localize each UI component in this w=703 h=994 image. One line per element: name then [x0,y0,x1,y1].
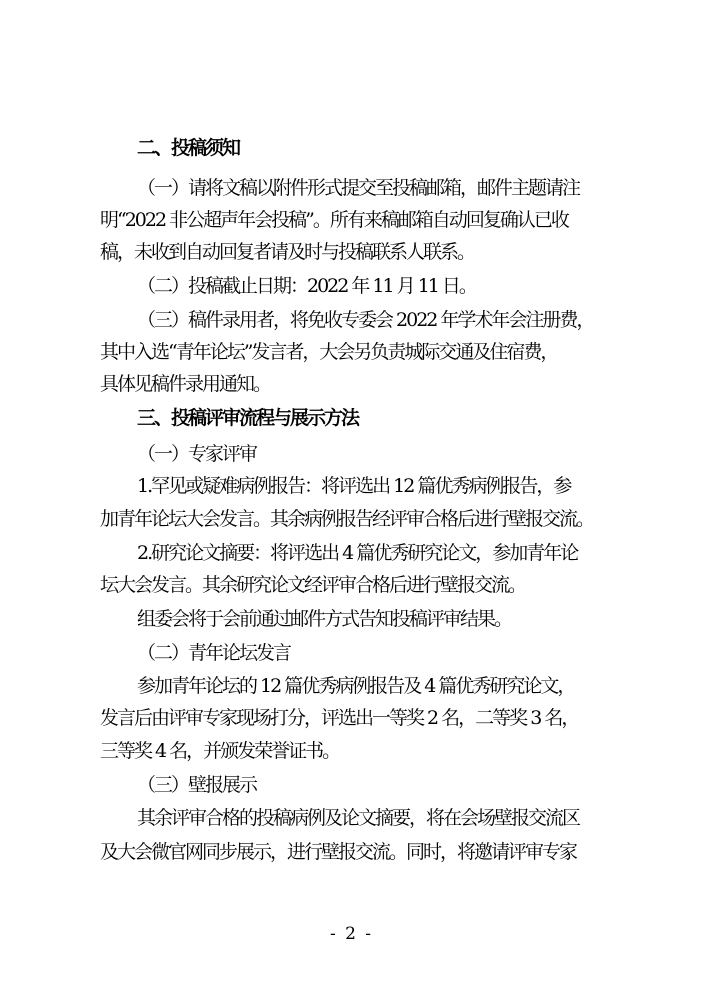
paragraph-line: 坛大会发言。其余研究论文经评审合格后进行壁报交流。 [100,574,526,596]
subheading-line: （三）壁报展示 [137,774,257,796]
paragraph-line: 稿，未收到自动回复者请及时与投稿联系人联系。 [100,241,475,263]
paragraph-line: 具体见稿件录用通知。 [100,373,271,395]
paragraph-line: 参加青年论坛的 12 篇优秀病例报告及 4 篇优秀研究论文， [137,675,575,697]
subheading-line: （一）专家评审 [137,443,257,465]
section-heading-review: 三、投稿评审流程与展示方法 [137,407,359,429]
paragraph-line: 其中入选“青年论坛”发言者，大会另负责城际交通及住宿费， [100,341,558,363]
paragraph-line: 加青年论坛大会发言。其余病例报告经评审合格后进行壁报交流。 [100,508,594,530]
paragraph-line: 及大会微官网同步展示，进行壁报交流。同时，将邀请评审专家 [100,841,577,863]
paragraph-line: （三）稿件录用者，将免收专委会 2022 年学术年会注册费， [137,309,594,331]
paragraph-line: 发言后由评审专家现场打分，评选出一等奖 2 名，二等奖 3 名， [100,707,579,729]
paragraph-line: 组委会将于会前通过邮件方式告知投稿评审结果。 [137,608,512,630]
paragraph-line: 三等奖 4 名，并颁发荣誉证书。 [100,740,340,762]
section-heading-submission: 二、投稿须知 [137,137,240,159]
paragraph-line: 2.研究论文摘要：将评选出 4 篇优秀研究论文，参加青年论 [137,542,578,564]
paragraph-line: 明“2022 非公超声年会投稿”。所有来稿邮箱自动回复确认已收 [100,209,568,231]
page-number: - 2 - [329,924,374,944]
paragraph-line: 1.罕见或疑难病例报告：将评选出 12 篇优秀病例报告，参 [137,475,571,497]
paragraph-line: 其余评审合格的投稿病例及论文摘要，将在会场壁报交流区 [137,807,580,829]
paragraph-line: （一）请将文稿以附件形式提交至投稿邮箱，邮件主题请注 [137,177,580,199]
subheading-line: （二）青年论坛发言 [137,642,291,664]
paragraph-line: （二）投稿截止日期：2022 年 11 月 11 日。 [137,275,476,297]
